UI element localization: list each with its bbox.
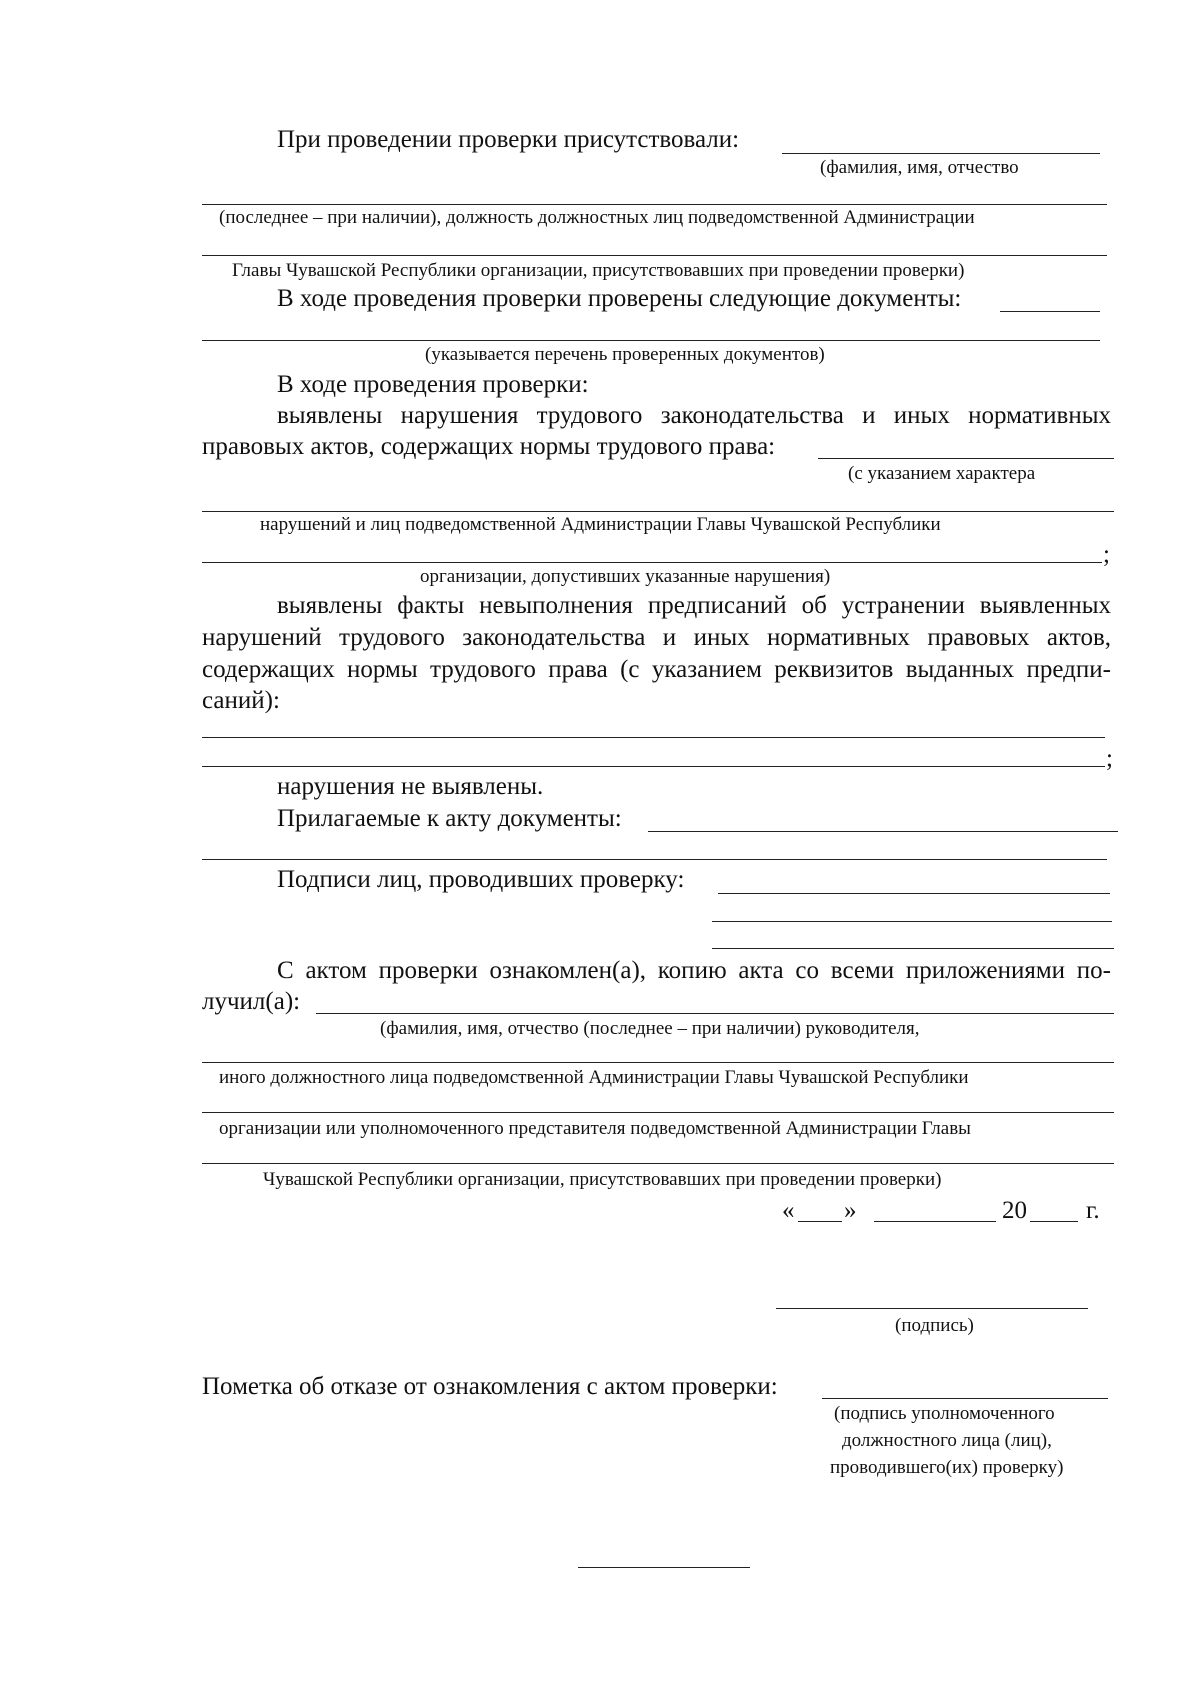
- present-line-2[interactable]: [202, 204, 1107, 205]
- docs-line-2[interactable]: [202, 340, 1100, 341]
- nonfulfillment-semicolon: ;: [1106, 745, 1113, 772]
- ack-line-1: С актом проверки ознакомлен(а), копию акта со всеми приложениями по-: [277, 957, 1111, 984]
- violations-line-3[interactable]: [202, 511, 1114, 512]
- refusal-caption-1: (подпись уполномоченного: [834, 1403, 1055, 1424]
- ack-signature-field[interactable]: [776, 1308, 1088, 1309]
- refusal-label: Пометка об отказе от ознакомления с актом проверки:: [202, 1373, 778, 1400]
- refusal-caption-2: должностного лица (лиц),: [842, 1430, 1052, 1451]
- violations-caption-1: (с указанием характера: [848, 463, 1036, 484]
- date-day-field[interactable]: [798, 1221, 842, 1222]
- signature-field-2[interactable]: [712, 921, 1112, 922]
- nonfulfillment-line-1: выявлены факты невыполнения предписаний об устранении выявленных: [277, 592, 1111, 619]
- ack-field[interactable]: [316, 1013, 1114, 1014]
- ack-caption-2: иного должностного лица подведомственной Администрации Главы Чувашской Республики: [219, 1067, 969, 1088]
- violations-semicolon: ;: [1103, 541, 1110, 568]
- present-caption-1: (фамилия, имя, отчество: [820, 157, 1019, 178]
- ack-caption-4: Чувашской Республики организации, присутствовавших при проведении проверки): [263, 1169, 942, 1190]
- nonfulfillment-line-4: саний):: [202, 687, 280, 714]
- present-label: При проведении проверки присутствовали:: [277, 126, 740, 153]
- ack-line-2: лучил(а):: [202, 988, 301, 1015]
- present-line-3[interactable]: [202, 255, 1107, 256]
- present-field[interactable]: [782, 153, 1100, 154]
- nonfulfillment-line-2: нарушений трудового законодательства и иных нормативных правовых актов,: [202, 624, 1111, 651]
- present-caption-2: (последнее – при наличии), должность должностных лиц подведомственной Администрации: [219, 207, 975, 228]
- ack-line-5[interactable]: [202, 1163, 1114, 1164]
- refusal-caption-3: проводившего(их) проверку): [830, 1457, 1064, 1478]
- signature-field-1[interactable]: [718, 893, 1110, 894]
- date-g: г.: [1086, 1197, 1100, 1224]
- end-divider: [578, 1567, 750, 1568]
- violations-caption-2: нарушений и лиц подведомственной Администрации Главы Чувашской Республики: [260, 514, 941, 535]
- docs-caption: (указывается перечень проверенных документов): [425, 344, 825, 365]
- attached-field[interactable]: [648, 831, 1118, 832]
- docs-label: В ходе проведения проверки проверены следующие документы:: [277, 285, 962, 312]
- violations-line-2: правовых актов, содержащих нормы трудового права:: [202, 433, 776, 460]
- violations-field[interactable]: [818, 458, 1114, 459]
- no-violations-text: нарушения не выявлены.: [277, 773, 544, 800]
- attached-label: Прилагаемые к акту документы:: [277, 805, 622, 832]
- date-quote-close: »: [844, 1197, 857, 1224]
- attached-line-2[interactable]: [202, 859, 1107, 860]
- violations-line-4[interactable]: [202, 562, 1102, 563]
- refusal-field[interactable]: [822, 1398, 1108, 1399]
- date-year-prefix: 20: [1002, 1197, 1027, 1224]
- violations-line-1: выявлены нарушения трудового законодательства и иных нормативных: [277, 402, 1111, 429]
- present-caption-3: Главы Чувашской Республики организации, присутствовавших при проведении проверки): [232, 260, 965, 281]
- signature-field-3[interactable]: [712, 948, 1114, 949]
- ack-caption-3: организации или уполномоченного представителя подведомственной Администрации Главы: [219, 1118, 971, 1139]
- nonfulfillment-field-2[interactable]: [202, 766, 1105, 767]
- during-label: В ходе проведения проверки:: [277, 371, 589, 398]
- violations-caption-3: организации, допустивших указанные нарушения): [420, 566, 831, 587]
- nonfulfillment-field-1[interactable]: [202, 737, 1105, 738]
- ack-caption-1: (фамилия, имя, отчество (последнее – при наличии) руководителя,: [380, 1018, 920, 1039]
- date-year-field[interactable]: [1030, 1221, 1078, 1222]
- date-quote-open: «: [782, 1197, 795, 1224]
- ack-signature-caption: (подпись): [895, 1315, 974, 1336]
- nonfulfillment-line-3: содержащих нормы трудового права (с указанием реквизитов выданных предпи-: [202, 656, 1111, 683]
- ack-line-3[interactable]: [202, 1062, 1114, 1063]
- signatures-label: Подписи лиц, проводивших проверку:: [277, 866, 685, 893]
- ack-line-4[interactable]: [202, 1112, 1114, 1113]
- date-month-field[interactable]: [874, 1221, 996, 1222]
- docs-field[interactable]: [1000, 311, 1100, 312]
